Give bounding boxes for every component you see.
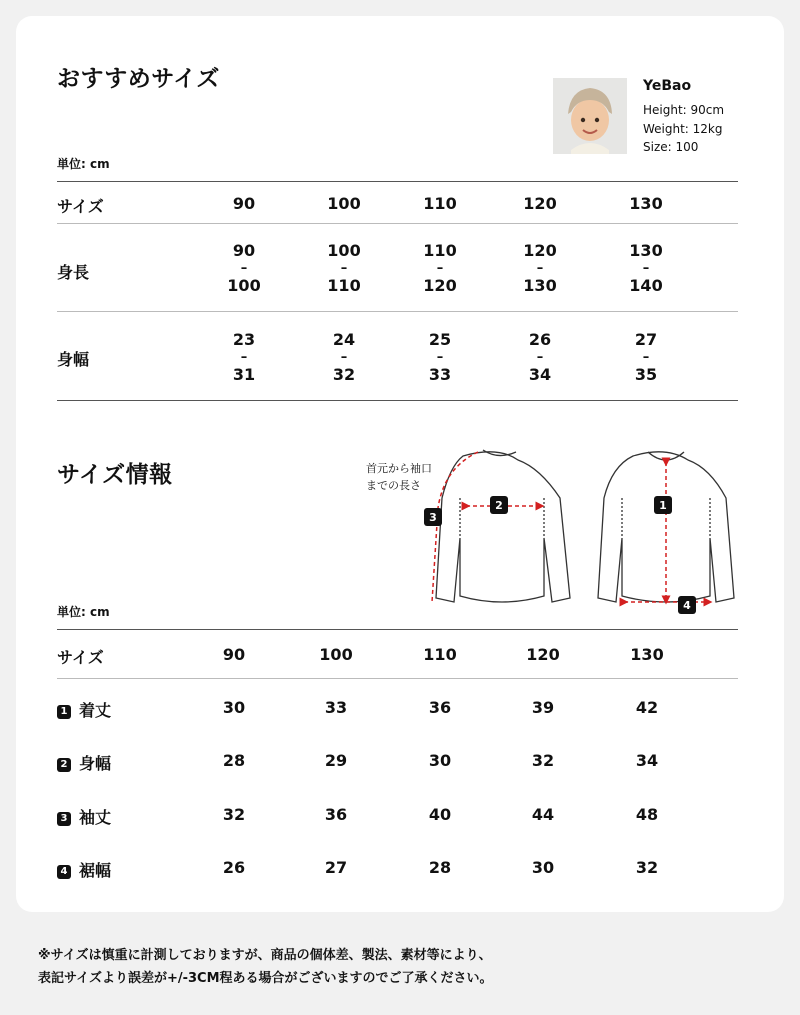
height-range (606, 242, 686, 295)
range-high: 32 (332, 365, 356, 384)
value-cell: 30 (222, 698, 246, 717)
value-cell: 32 (222, 805, 246, 824)
badge-number: 3 (429, 511, 437, 524)
value-cell: 32 (531, 751, 555, 770)
value-cell: 28 (222, 751, 246, 770)
badge-number: 2 (495, 499, 503, 512)
range-high: 120 (423, 276, 457, 295)
range-high: 34 (528, 365, 552, 384)
value-cell: 44 (531, 805, 555, 824)
model-photo (553, 78, 627, 154)
value-cell: 28 (428, 858, 452, 877)
table-rule (57, 181, 738, 182)
range-low: 130 (629, 241, 663, 260)
size-info-header-size: 110 (423, 645, 457, 664)
range-high: 130 (523, 276, 557, 295)
model-name: YeBao (643, 78, 692, 94)
value-cell: 33 (324, 698, 348, 717)
range-separator: – (642, 261, 650, 276)
height-range (400, 242, 480, 295)
table-rule (57, 400, 738, 401)
badge-3-icon: 3 (57, 812, 71, 826)
value-cell: 27 (324, 858, 348, 877)
range-separator: – (536, 261, 544, 276)
model-weight: Weight: 12kg (643, 122, 723, 136)
badge-3-icon (424, 508, 442, 526)
chest-range (606, 331, 686, 384)
value-cell: 30 (428, 751, 452, 770)
range-separator: – (240, 261, 248, 276)
badge-1-icon (654, 496, 672, 514)
height-range (500, 242, 580, 295)
range-high: 35 (634, 365, 658, 384)
size-info-header-size: 120 (526, 645, 560, 664)
row-label-text: 袖丈 (79, 808, 112, 827)
row-label-chest: 身幅 (57, 350, 90, 369)
badge-4-icon (678, 596, 696, 614)
value-cell: 48 (635, 805, 659, 824)
badge-1-icon: 1 (57, 705, 71, 719)
size-info-header-size: 130 (630, 645, 664, 664)
range-separator: – (436, 350, 444, 365)
recommended-title: おすすめサイズ (57, 66, 220, 92)
row-label-hem-width (57, 858, 111, 881)
size-info-title: サイズ情報 (57, 462, 173, 488)
badge-2-icon (490, 496, 508, 514)
chest-range (304, 331, 384, 384)
row-label-body-length (57, 698, 111, 721)
value-cell: 29 (324, 751, 348, 770)
range-high: 110 (327, 276, 361, 295)
range-separator: – (240, 350, 248, 365)
garment-diagram (420, 438, 740, 618)
row-label-height: 身長 (57, 263, 90, 282)
range-low: 25 (428, 330, 452, 349)
recommended-header-size: 90 (232, 194, 256, 213)
table-rule (57, 311, 738, 312)
size-info-header-size: 100 (319, 645, 353, 664)
sleeve-caption-line: までの長さ (366, 479, 421, 492)
model-height: Height: 90cm (643, 103, 725, 117)
recommended-header-size: 120 (523, 194, 557, 213)
range-high: 140 (629, 276, 663, 295)
shirt-back-icon (436, 450, 570, 602)
value-cell: 34 (635, 751, 659, 770)
table-rule (57, 223, 738, 224)
recommended-unit: 単位: cm (57, 157, 110, 171)
range-separator: – (340, 350, 348, 365)
range-low: 26 (528, 330, 552, 349)
row-label-chest-width (57, 751, 111, 774)
recommended-header-size: 110 (423, 194, 457, 213)
model-size: Size: 100 (643, 140, 699, 154)
range-low: 110 (423, 241, 457, 260)
row-label-text: 着丈 (79, 701, 112, 720)
recommended-header-size: 130 (629, 194, 663, 213)
range-separator: – (642, 350, 650, 365)
recommended-header-label: サイズ (57, 197, 104, 216)
chest-range (204, 331, 284, 384)
value-cell: 32 (635, 858, 659, 877)
height-range (304, 242, 384, 295)
range-separator: – (340, 261, 348, 276)
range-low: 23 (232, 330, 256, 349)
range-low: 90 (232, 241, 256, 260)
badge-number: 1 (659, 499, 667, 512)
value-cell: 30 (531, 858, 555, 877)
range-separator: – (436, 261, 444, 276)
table-rule (57, 629, 738, 630)
table-rule (57, 678, 738, 679)
badge-number: 4 (683, 599, 691, 612)
row-label-text: 身幅 (79, 754, 112, 773)
height-range (204, 242, 284, 295)
chest-range (400, 331, 480, 384)
chest-range (500, 331, 580, 384)
range-high: 100 (227, 276, 261, 295)
range-high: 31 (232, 365, 256, 384)
value-cell: 26 (222, 858, 246, 877)
range-low: 27 (634, 330, 658, 349)
row-label-sleeve-length (57, 805, 111, 828)
range-low: 24 (332, 330, 356, 349)
row-label-text: 裾幅 (79, 861, 112, 880)
disclaimer-line: 表記サイズより誤差が+/-3CM程ある場合がございますのでご了承ください。 (38, 971, 493, 986)
disclaimer-line: ※サイズは慎重に計測しておりますが、商品の個体差、製法、素材等により、 (38, 948, 492, 963)
value-cell: 39 (531, 698, 555, 717)
range-low: 120 (523, 241, 557, 260)
value-cell: 40 (428, 805, 452, 824)
sleeve-caption-line: 首元から袖口 (366, 462, 432, 475)
value-cell: 42 (635, 698, 659, 717)
value-cell: 36 (324, 805, 348, 824)
size-info-header-size: 90 (222, 645, 246, 664)
size-info-header-label: サイズ (57, 648, 104, 667)
size-info-unit: 単位: cm (57, 605, 110, 619)
badge-2-icon: 2 (57, 758, 71, 772)
range-high: 33 (428, 365, 452, 384)
range-separator: – (536, 350, 544, 365)
badge-4-icon: 4 (57, 865, 71, 879)
range-low: 100 (327, 241, 361, 260)
value-cell: 36 (428, 698, 452, 717)
recommended-header-size: 100 (327, 194, 361, 213)
